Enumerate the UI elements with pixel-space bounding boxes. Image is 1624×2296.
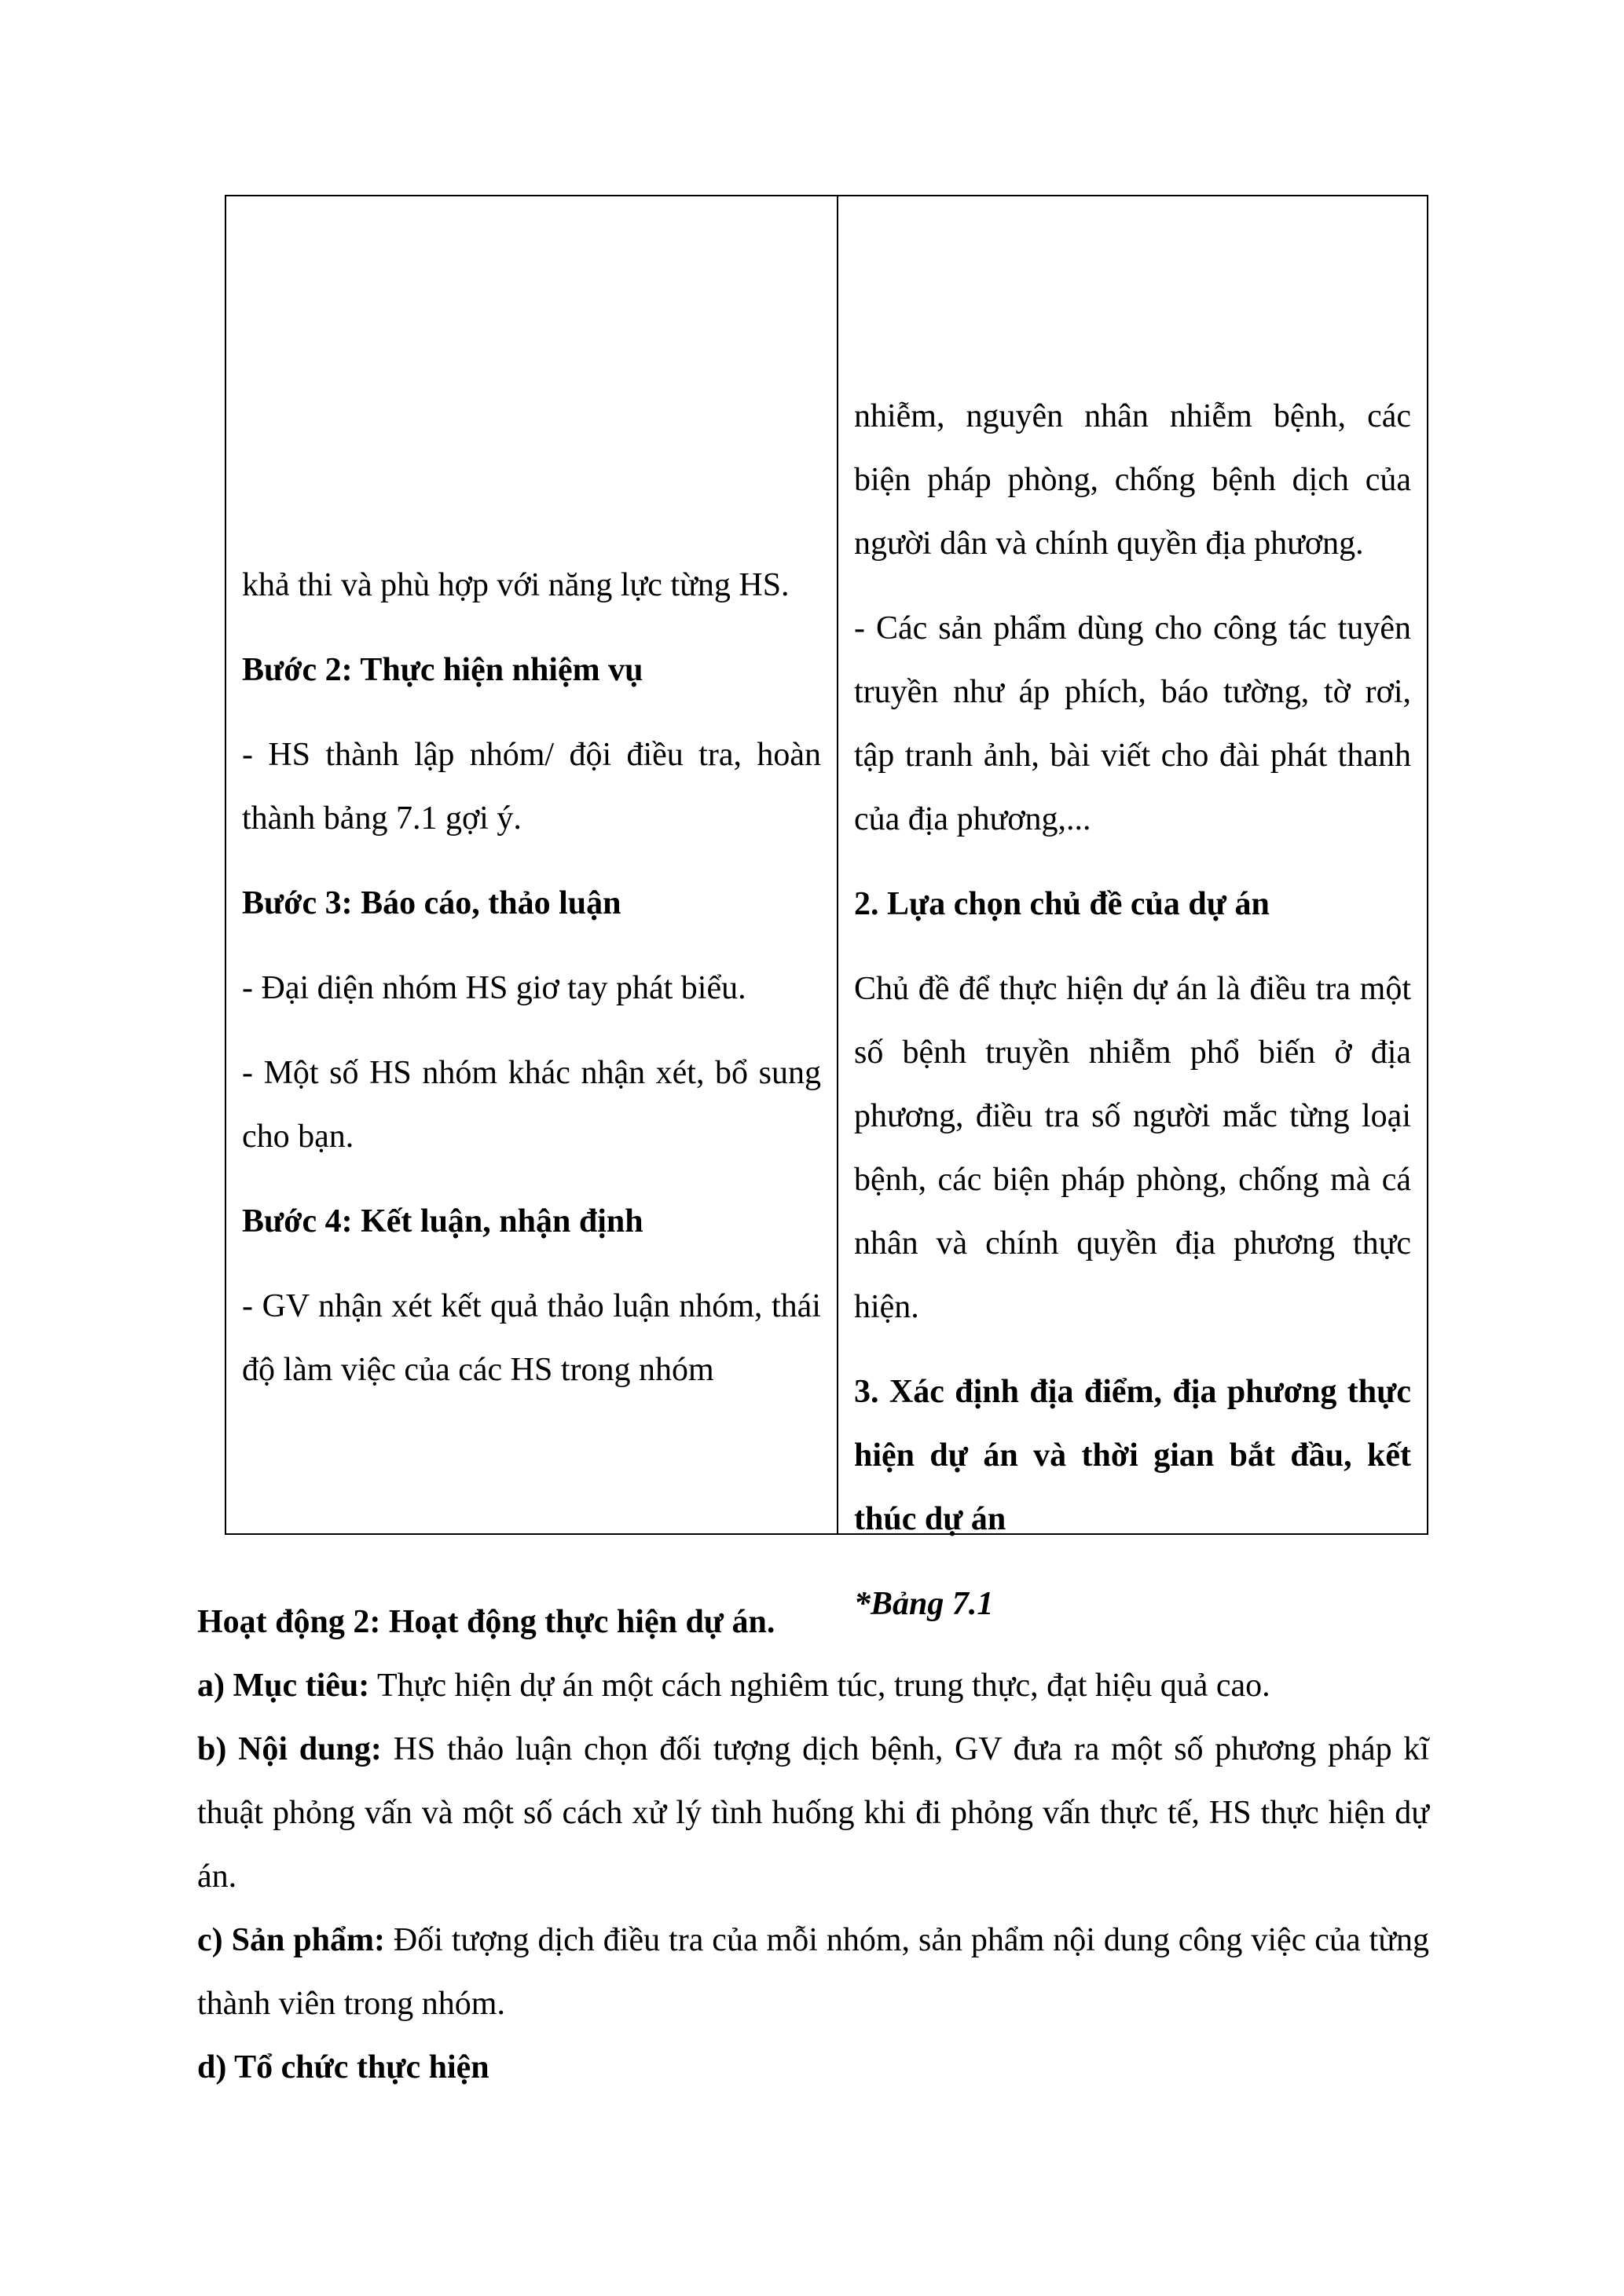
step3-heading: Bước 3: Báo cáo, thảo luận [242, 885, 621, 921]
step3-text-1: - Đại diện nhóm HS giơ tay phát biểu. [242, 970, 746, 1006]
step2-text: - HS thành lập nhóm/ đội điều tra, hoàn thành bảng 7.1 gợi ý. [242, 737, 821, 837]
organization-heading: d) Tổ chức thực hiện [197, 2049, 489, 2085]
product-text: Đối tượng dịch điều tra của mỗi nhóm, sản phẩm nội dung công việc của từng thành viên trong nhóm. [197, 1922, 1429, 2022]
section-2-heading: 2. Lựa chọn chủ đề của dự án [853, 886, 1270, 922]
right-paragraph-2: - Các sản phẩm dùng cho công tác tuyên truyền như áp phích, báo tường, tờ rơi, tập tranh ảnh, bài viết cho đài phát thanh của địa phương,... [853, 610, 1411, 837]
table-left-column [226, 196, 838, 1533]
lesson-table [225, 195, 1428, 1622]
product-label: c) Sản phẩm: [197, 1922, 385, 1958]
step2-heading: Bước 2: Thực hiện nhiệm vụ [242, 652, 643, 688]
content-label: b) Nội dung: [197, 1731, 382, 1767]
table-reference: *Bảng 7.1 [853, 1586, 994, 1622]
right-paragraph-3: Chủ đề để thực hiện dự án là điều tra một số bệnh truyền nhiễm phổ biến ở địa phương, điều tra số người mắc từng loại bệnh, các biện pháp phòng, chống mà cá nhân và chính quyền địa phương thực hiện. [853, 971, 1411, 1325]
step3-text-2: - Một số HS nhóm khác nhận xét, bổ sung cho bạn. [242, 1055, 821, 1155]
objective-label: a) Mục tiêu: [197, 1668, 370, 1704]
objective-text: Thực hiện dự án một cách nghiêm túc, trung thực, đạt hiệu quả cao. [369, 1668, 1270, 1704]
table-right-column [838, 196, 1427, 1622]
section-3-heading: 3. Xác định địa điểm, địa phương thực hiện dự án và thời gian bắt đầu, kết thúc dự án [853, 1374, 1411, 1537]
content-text: HS thảo luận chọn đối tượng dịch bệnh, GV đưa ra một số phương pháp kĩ thuật phỏng vấn và một số cách xử lý tình huống khi đi phỏng vấn thực tế, HS thực hiện dự án. [197, 1731, 1430, 1895]
right-paragraph-1: nhiễm, nguyên nhân nhiễm bệnh, các biện pháp phòng, chống bệnh dịch của người dân và chính quyền địa phương. [853, 398, 1411, 562]
step4-text: - GV nhận xét kết quả thảo luận nhóm, thái độ làm việc của các HS trong nhóm [242, 1288, 821, 1388]
activity-heading: Hoạt động 2: Hoạt động thực hiện dự án. [197, 1604, 775, 1640]
content-paragraph [197, 1718, 1429, 1909]
right-column-text [854, 385, 1411, 1657]
left-paragraph-1: khả thi và phù hợp với năng lực từng HS. [242, 567, 790, 603]
left-column-text [242, 554, 821, 1423]
step4-heading: Bước 4: Kết luận, nhận định [242, 1203, 643, 1240]
objective-paragraph [197, 1654, 1429, 1718]
product-paragraph [197, 1909, 1429, 2036]
activity-section [197, 1591, 1429, 2100]
